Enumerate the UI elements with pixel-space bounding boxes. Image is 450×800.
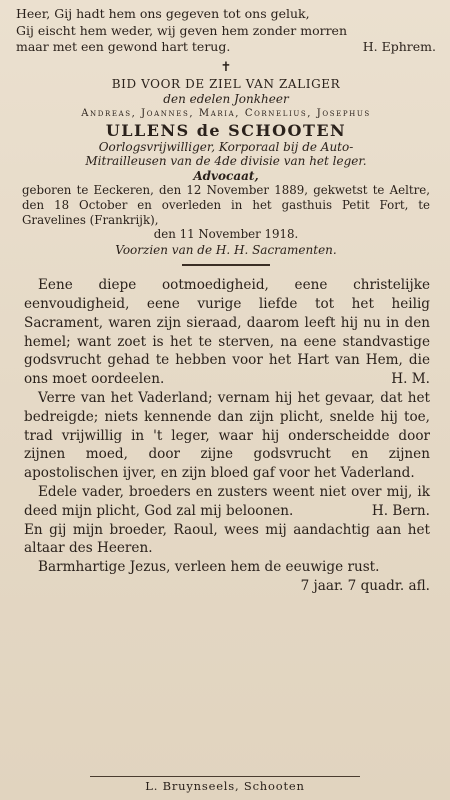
surname: ULLENS de SCHOOTEN [105, 120, 347, 140]
indulgence-note: 7 jaar. 7 quadr. afl. [300, 577, 430, 594]
life-dates [16, 183, 436, 242]
cross-icon: ✝ [220, 59, 232, 75]
quote-line-2: Gij eischt hem weder, wij geven hem zonder morren [16, 22, 347, 38]
printer-imprint: L. Bruynseels, Schooten [145, 779, 305, 793]
paragraph-4: En gij mijn broeder, Raoul, wees mij aandachtig aan het altaar des Heeren. [24, 521, 430, 557]
quote-line-3-row [16, 39, 436, 56]
role-line-1: Oorlogsvrijwilliger, Korporaal bij de Auto- [98, 139, 354, 154]
paragraph-2: Verre van het Vaderland; vernam hij het gevaar, dat het bedreigde; niets kennende dan zijn plicht, snelde hij toe, trad vrijwillig in 't leger, waar hij onderscheidde door zijnen moed, door zijne godsvrucht en zijnen apostolischen ijver, en zijn bloed gaf voor het Vaderland. [24, 389, 430, 482]
quote-line-3: maar met een gewond hart terug. [16, 39, 231, 54]
sacraments-line: Voorzien van de H. H. Sacramenten. [115, 243, 337, 258]
prayer-heading: BID VOOR DE ZIEL VAN ZALIGER [111, 76, 341, 91]
opening-quote [16, 6, 436, 56]
death-date: den 11 November 1918. [153, 227, 299, 242]
profession: Advocaat, [193, 168, 259, 183]
role-line-2: Mitrailleusen van de 4de divisie van het leger. [85, 154, 367, 168]
meditation-text [16, 276, 436, 594]
paragraph-3-text: Edele vader, broeders en zusters weent niet over mij, ik deed mijn plicht, God zal mij beloonen. [24, 483, 430, 519]
paragraph-3 [24, 483, 430, 521]
paragraph-5-text: Barmhartige Jezus, verleen hem de eeuwige rust. [38, 559, 380, 576]
honorific: den edelen Jonkheer [163, 91, 289, 106]
paragraph-1 [24, 276, 430, 389]
paragraph-3-author: H. Bern. [371, 502, 430, 519]
life-dates-text: geboren te Eeckeren, den 12 November 1889, gekwetst te Aeltre, den 18 October en overleden in het gasthuis Petit Fort, te Gravelines (Frankrijk), [22, 183, 430, 227]
paragraph-1-text: Eene diepe ootmoedigheid, eene christelijke eenvoudigheid, eene vurige liefde tot het heilig Sacrament, waren zijn sieraad, daarom leeft hij nu in den hemel; want zoet is het te sterven, na eene standvastige godsvrucht gehad te hebben voor het Hart van Hem, die ons moet oordeelen. [24, 277, 430, 388]
quote-author: H. Ephrem. [362, 39, 436, 54]
paragraph-1-author: H. M. [391, 371, 430, 388]
paragraph-5 [24, 558, 430, 594]
footer-divider [90, 776, 360, 777]
divider [182, 264, 270, 266]
given-names: Andreas, Joannes, Maria, Cornelius, Josephus [81, 107, 371, 119]
quote-line-1: Heer, Gij hadt hem ons gegeven tot ons geluk, [16, 6, 310, 21]
